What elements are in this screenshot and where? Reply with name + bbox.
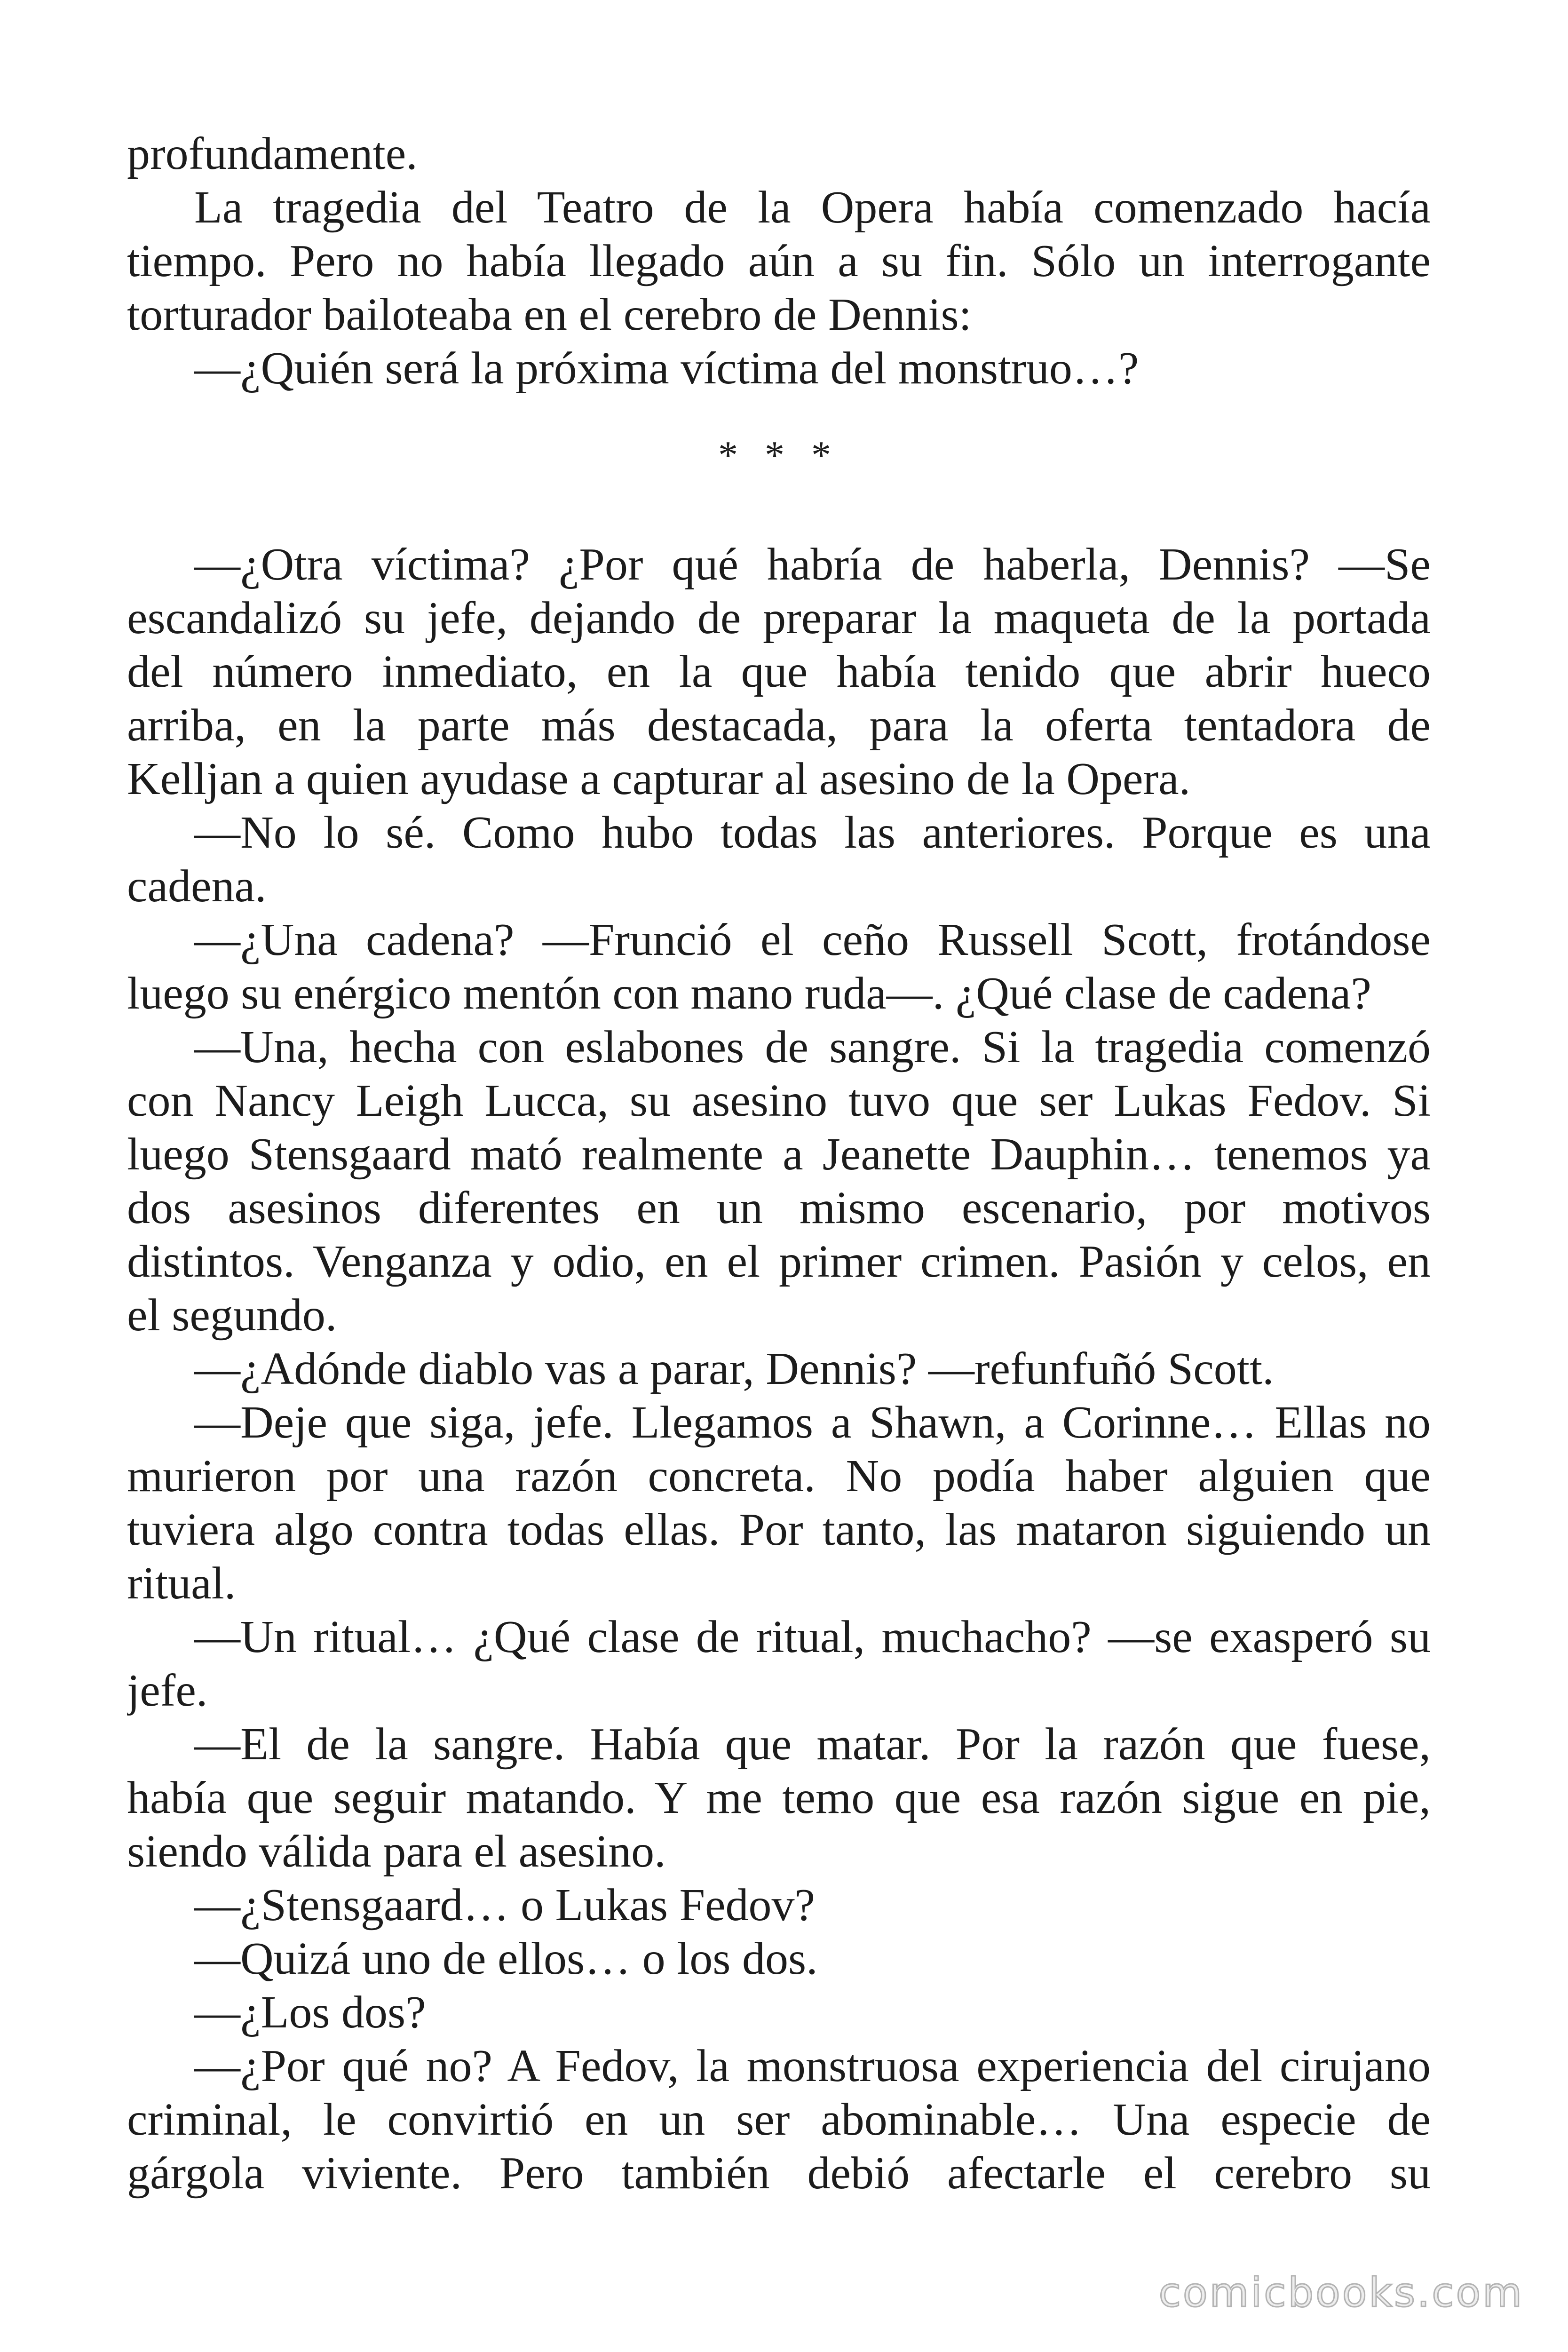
- paragraph: [127, 538, 1431, 806]
- text-line: —No lo sé. Como hubo todas las anteriores. Porque es una: [194, 807, 1431, 858]
- text-line: —¿Otra víctima? ¿Por qué habría de haberla, Dennis? —Se: [194, 539, 1431, 590]
- paragraph: [127, 2039, 1431, 2200]
- text-line: ritual.: [127, 1558, 236, 1609]
- text-line: torturador bailoteaba en el cerebro de Dennis:: [127, 289, 972, 340]
- text-line: La tragedia del Teatro de la Opera había comenzado hacía: [194, 182, 1431, 233]
- paragraph: [127, 1986, 1431, 2039]
- text-line: murieron por una razón concreta. No podía haber alguien que: [127, 1451, 1431, 1502]
- paragraph: [127, 127, 1431, 181]
- text-line: —¿Una cadena? —Frunció el ceño Russell Scott, frotándose: [194, 914, 1431, 965]
- text-line: dos asesinos diferentes en un mismo escenario, por motivos: [127, 1183, 1431, 1233]
- text-line: Kelljan a quien ayudase a capturar al asesino de la Opera.: [127, 754, 1191, 804]
- text-line: —¿Los dos?: [194, 1987, 426, 2038]
- text-line: escandalizó su jefe, dejando de preparar la maqueta de la portada: [127, 593, 1431, 644]
- text-line: —¿Quién será la próxima víctima del monstruo…?: [194, 343, 1139, 394]
- paragraph: [127, 342, 1431, 395]
- text-line: —¿Adónde diablo vas a parar, Dennis? —refunfuñó Scott.: [194, 1343, 1274, 1394]
- text-section: [127, 127, 1431, 395]
- text-line: luego Stensgaard mató realmente a Jeanette Dauphin… tenemos ya: [127, 1129, 1431, 1180]
- text-line: del número inmediato, en la que había tenido que abrir hueco: [127, 646, 1431, 697]
- text-line: —Quizá uno de ellos… o los dos.: [194, 1933, 818, 1984]
- text-line: luego su enérgico mentón con mano ruda—. ¿Qué clase de cadena?: [127, 968, 1371, 1019]
- text-line: había que seguir matando. Y me temo que esa razón sigue en pie,: [127, 1772, 1431, 1823]
- paragraph: [127, 181, 1431, 342]
- text-line: con Nancy Leigh Lucca, su asesino tuvo que ser Lukas Fedov. Si: [127, 1075, 1431, 1126]
- section-separator: * * *: [718, 433, 839, 477]
- text-line: —Un ritual… ¿Qué clase de ritual, muchacho? —se exasperó su: [194, 1612, 1431, 1662]
- paragraph: [127, 1932, 1431, 1986]
- paragraph: [127, 1717, 1431, 1878]
- watermark: comicbooks.com: [1158, 2269, 1524, 2316]
- paragraph: [127, 1610, 1431, 1717]
- text-line: profundamente.: [127, 128, 418, 179]
- text-line: criminal, le convirtió en un ser abominable… Una especie de: [127, 2094, 1431, 2145]
- text-section: [127, 538, 1431, 2200]
- text-line: —Deje que siga, jefe. Llegamos a Shawn, a Corinne… Ellas no: [194, 1397, 1431, 1448]
- text-line: distintos. Venganza y odio, en el primer crimen. Pasión y celos, en: [127, 1236, 1431, 1287]
- paragraph: [127, 806, 1431, 913]
- paragraph: [127, 913, 1431, 1020]
- text-line: —¿Por qué no? A Fedov, la monstruosa experiencia del cirujano: [194, 2041, 1431, 2091]
- text-line: arriba, en la parte más destacada, para la oferta tentadora de: [127, 700, 1431, 751]
- text-line: cadena.: [127, 861, 267, 912]
- paragraph: [127, 1342, 1431, 1396]
- paragraph: [127, 1396, 1431, 1610]
- text-line: el segundo.: [127, 1290, 337, 1341]
- text-line: tuviera algo contra todas ellas. Por tanto, las mataron siguiendo un: [127, 1504, 1431, 1555]
- text-line: —¿Stensgaard… o Lukas Fedov?: [194, 1880, 815, 1931]
- paragraph: [127, 1020, 1431, 1342]
- text-line: tiempo. Pero no había llegado aún a su fin. Sólo un interrogante: [127, 236, 1431, 286]
- text-line: siendo válida para el asesino.: [127, 1826, 666, 1877]
- text-line: —El de la sangre. Había que matar. Por la razón que fuese,: [194, 1719, 1431, 1770]
- paragraph: [127, 1878, 1431, 1932]
- text-line: —Una, hecha con eslabones de sangre. Si la tragedia comenzó: [194, 1022, 1431, 1073]
- text-line: jefe.: [127, 1665, 208, 1716]
- text-line: gárgola viviente. Pero también debió afectarle el cerebro su: [127, 2148, 1431, 2199]
